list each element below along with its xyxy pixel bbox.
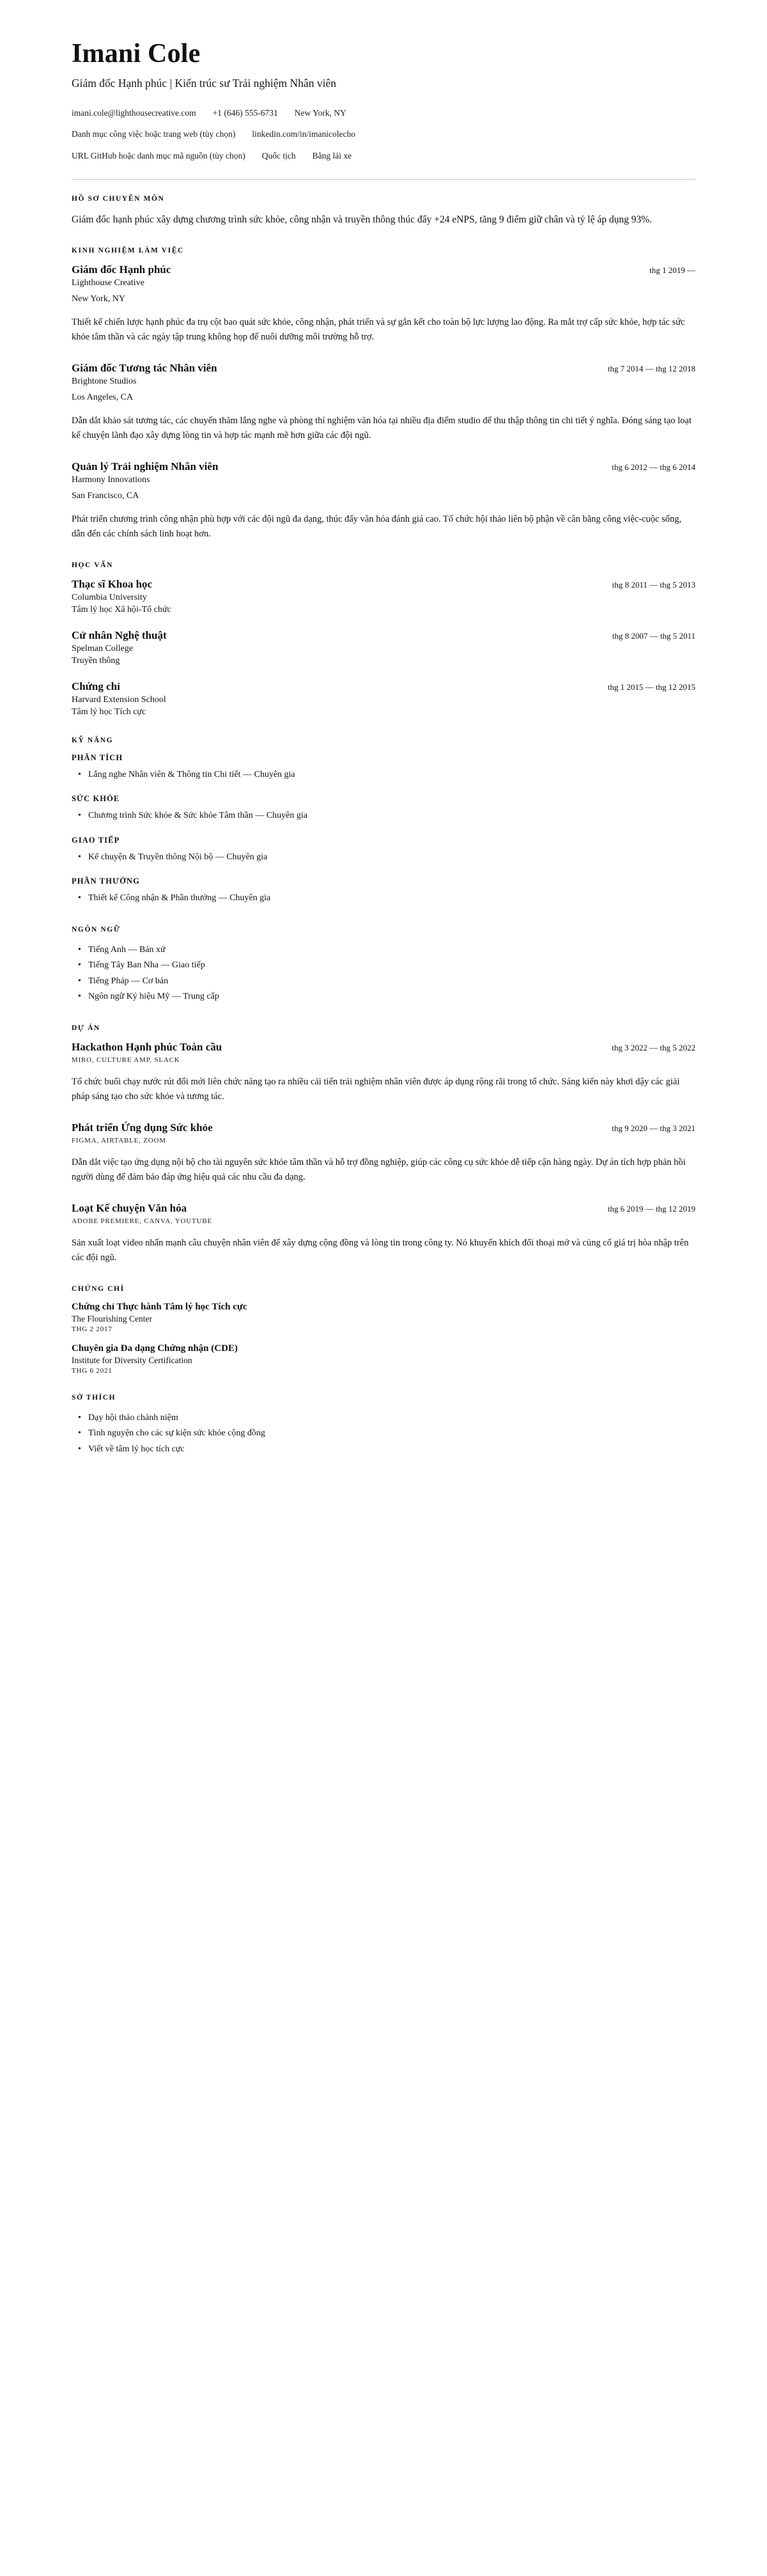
section-projects xyxy=(72,1024,695,1266)
certification-org: Institute for Diversity Certification xyxy=(72,1355,192,1365)
language-item: • Ngôn ngữ Ký hiệu Mỹ — Trung cấp xyxy=(88,989,695,1005)
section-skills xyxy=(72,737,695,907)
experience-item xyxy=(72,263,695,345)
field-of-study: Tâm lý học Tích cực xyxy=(72,706,146,717)
section-experience xyxy=(72,247,695,542)
skill-item: • Lắng nghe Nhân viên & Thông tin Chi tiết — Chuyên gia xyxy=(88,767,695,783)
language-item: • Tiếng Anh — Bản xứ xyxy=(88,942,695,958)
portfolio-text: Danh mục công việc hoặc trang web (tùy chọn) xyxy=(72,129,236,139)
section-title-education: HỌC VẤN xyxy=(72,561,113,569)
certification-date: THG 2 2017 xyxy=(72,1325,112,1333)
certification-date: THG 6 2021 xyxy=(72,1366,112,1375)
skill-item: • Kể chuyện & Truyền thông Nội bộ — Chuyên gia xyxy=(88,850,695,866)
section-interests xyxy=(72,1394,695,1458)
job-date: thg 7 2014 — thg 12 2018 xyxy=(607,363,695,373)
email-text: imani.cole@lighthousecreative.com xyxy=(72,108,196,118)
interest-item: • Tình nguyện cho các sự kiện sức khỏe cộng đồng xyxy=(88,1426,695,1442)
skill-list xyxy=(72,767,695,783)
skill-item: • Thiết kế Công nhận & Phần thưởng — Chuyên gia xyxy=(88,891,695,907)
job-role: Giám đốc Hạnh phúc xyxy=(72,263,171,276)
degree-title: Cử nhân Nghệ thuật xyxy=(72,628,167,641)
section-title-interests: SỞ THÍCH xyxy=(72,1393,116,1401)
skill-list xyxy=(72,891,695,907)
section-title-projects: DỰ ÁN xyxy=(72,1024,100,1032)
job-date: thg 1 2019 — xyxy=(649,265,695,275)
skill-list xyxy=(72,808,695,824)
certification-item xyxy=(72,1302,695,1333)
degree-title: Chứng chỉ xyxy=(72,680,120,692)
job-role: Quản lý Trải nghiệm Nhân viên xyxy=(72,460,219,472)
job-role: Giám đốc Tương tác Nhân viên xyxy=(72,361,217,374)
job-date: thg 6 2012 — thg 6 2014 xyxy=(612,462,695,472)
interest-list xyxy=(72,1410,695,1458)
section-title-skills: KỸ NĂNG xyxy=(72,736,114,744)
field-of-study: Truyền thông xyxy=(72,655,120,666)
project-item xyxy=(72,1121,695,1185)
page-title: Imani Cole xyxy=(72,39,201,68)
skill-group-title: PHÂN TÍCH xyxy=(72,753,123,762)
experience-item xyxy=(72,460,695,542)
field-of-study: Tâm lý học Xã hội-Tổ chức xyxy=(72,604,171,614)
school-name: Columbia University xyxy=(72,592,147,602)
interest-item: • Dạy hội thảo chánh niệm xyxy=(88,1410,695,1426)
school-name: Spelman College xyxy=(72,643,134,653)
section-title-certifications: CHỨNG CHỈ xyxy=(72,1284,125,1293)
headline: Giám đốc Hạnh phúc | Kiến trúc sư Trải nghiệm Nhân viên xyxy=(72,77,336,90)
certification-name: Chuyên gia Đa dạng Chứng nhận (CDE) xyxy=(72,1343,238,1354)
school-name: Harvard Extension School xyxy=(72,694,166,705)
section-title-languages: NGÔN NGỮ xyxy=(72,925,121,933)
linkedin-text: linkedin.com/in/imanicolecho xyxy=(252,129,356,139)
section-certifications xyxy=(72,1285,695,1375)
job-company: Harmony Innovations xyxy=(72,474,150,485)
project-description: Tổ chức buổi chạy nước rút đổi mới liên chức năng tạo ra nhiều cải tiến trải nghiệm nhân viên được áp dụng rộng rãi trong tổ chức. Sáng kiến này khơi dậy các giải pháp sáng tạo cho sức khỏe và tương tác. xyxy=(72,1076,680,1102)
experience-item xyxy=(72,362,695,444)
education-item xyxy=(72,629,695,666)
skill-group-title: SỨC KHỎE xyxy=(72,794,120,804)
skill-group xyxy=(72,794,695,824)
summary-text: Giám đốc hạnh phúc xây dựng chương trình sức khỏe, công nhận và truyền thông thúc đẩy +24 eNPS, tăng 9 điểm giữ chân và tỷ lệ áp dụng 93%. xyxy=(72,214,653,225)
header-divider xyxy=(72,179,695,180)
project-item xyxy=(72,1041,695,1105)
nationality-text: Quốc tịch xyxy=(261,150,296,160)
degree-date: thg 8 2007 — thg 5 2011 xyxy=(612,630,695,641)
skill-group-title: PHẦN THƯỞNG xyxy=(72,877,140,886)
section-title-summary: HỒ SƠ CHUYÊN MÔN xyxy=(72,194,165,203)
project-name: Loạt Kể chuyện Văn hóa xyxy=(72,1201,187,1214)
skill-item: • Chương trình Sức khỏe & Sức khỏe Tâm thần — Chuyên gia xyxy=(88,808,695,824)
github-text: URL GitHub hoặc danh mục mã nguồn (tùy chọn) xyxy=(72,150,245,160)
section-summary xyxy=(72,195,695,228)
skill-group-title: GIAO TIẾP xyxy=(72,835,120,845)
degree-date: thg 8 2011 — thg 5 2013 xyxy=(612,579,695,589)
job-company: Brightone Studios xyxy=(72,376,137,386)
job-location: Los Angeles, CA xyxy=(72,392,134,402)
certification-name: Chứng chỉ Thực hành Tâm lý học Tích cực xyxy=(72,1301,247,1312)
language-item: • Tiếng Tây Ban Nha — Giao tiếp xyxy=(88,958,695,974)
education-item xyxy=(72,578,695,615)
contact-row-2 xyxy=(72,128,695,141)
project-item xyxy=(72,1202,695,1266)
section-languages xyxy=(72,926,695,1005)
project-tools: MIRO, CULTURE AMP, SLACK xyxy=(72,1056,180,1064)
project-name: Hackathon Hạnh phúc Toàn cầu xyxy=(72,1040,222,1053)
skill-group xyxy=(72,836,695,866)
job-description: Dẫn dắt khảo sát tương tác, các chuyến thăm lắng nghe và phòng thí nghiệm văn hóa tại nhiều địa điểm studio để thu thập thông tin chi tiết ý nghĩa. Đóng sáng tạo loạt kể chuyện lãnh đạo xây dựng lòng tin và hợp tác mạnh mẽ hơn giữa các đội ngũ. xyxy=(72,415,692,441)
project-description: Sản xuất loạt video nhấn mạnh câu chuyện nhân viên để xây dựng cộng đồng và lòng tin trong công ty. Nó khuyến khích đối thoại mở và củng cố giá trị hòa nhập trên các đội ngũ. xyxy=(72,1237,689,1263)
project-name: Phát triển Ứng dụng Sức khỏe xyxy=(72,1121,213,1134)
project-date: thg 6 2019 — thg 12 2019 xyxy=(607,1203,695,1214)
job-location: New York, NY xyxy=(72,293,126,304)
project-description: Dẫn dắt việc tạo ứng dụng nội bộ cho tài nguyên sức khỏe tâm thần và hỗ trợ đồng nghiệp, giúp các công cụ sức khỏe dễ tiếp cận hàng ngày. Dự án tích hợp phản hồi người dùng để đảm bảo đáp ứng hiệu quả các nhu cầu đa dạng. xyxy=(72,1157,686,1183)
skill-list xyxy=(72,850,695,866)
section-title-experience: KINH NGHIỆM LÀM VIỆC xyxy=(72,246,184,254)
job-description: Phát triển chương trình công nhận phù hợp với các đội ngũ đa dạng, thúc đẩy văn hóa đánh giá cao. Tổ chức hội thảo liên bộ phận về cân bằng công việc-cuộc sống, dẫn đến các chính sách linh hoạt hơn. xyxy=(72,513,682,540)
degree-title: Thạc sĩ Khoa học xyxy=(72,577,153,590)
project-date: thg 9 2020 — thg 3 2021 xyxy=(612,1123,695,1133)
skill-group xyxy=(72,877,695,907)
education-item xyxy=(72,680,695,717)
driving-license-text: Bằng lái xe xyxy=(312,150,352,160)
job-location: San Francisco, CA xyxy=(72,490,139,501)
job-company: Lighthouse Creative xyxy=(72,277,144,288)
project-date: thg 3 2022 — thg 5 2022 xyxy=(612,1042,695,1052)
project-tools: FIGMA, AIRTABLE, ZOOM xyxy=(72,1136,166,1144)
language-list xyxy=(72,942,695,1005)
job-description: Thiết kế chiến lược hạnh phúc đa trụ cột bao quát sức khỏe, công nhận, phát triển và sự gắn kết cho toàn bộ lực lượng lao động. Ra mắt trợ cấp sức khỏe, hợp tác sức khỏe tâm thần và các ngày tập trung không họp để nuôi dưỡng môi trường hỗ trợ. xyxy=(72,316,685,343)
contact-row-1 xyxy=(72,107,695,120)
interest-item: • Viết về tâm lý học tích cực xyxy=(88,1442,695,1458)
phone-text: +1 (646) 555-6731 xyxy=(212,108,278,118)
certification-item xyxy=(72,1343,695,1375)
location-text: New York, NY xyxy=(294,108,346,118)
language-item: • Tiếng Pháp — Cơ bản xyxy=(88,974,695,990)
contact-row-3 xyxy=(72,150,695,162)
skill-group xyxy=(72,753,695,783)
degree-date: thg 1 2015 — thg 12 2015 xyxy=(607,682,695,692)
section-education xyxy=(72,561,695,717)
certification-org: The Flourishing Center xyxy=(72,1313,152,1323)
project-tools: ADOBE PREMIERE, CANVA, YOUTUBE xyxy=(72,1217,212,1225)
